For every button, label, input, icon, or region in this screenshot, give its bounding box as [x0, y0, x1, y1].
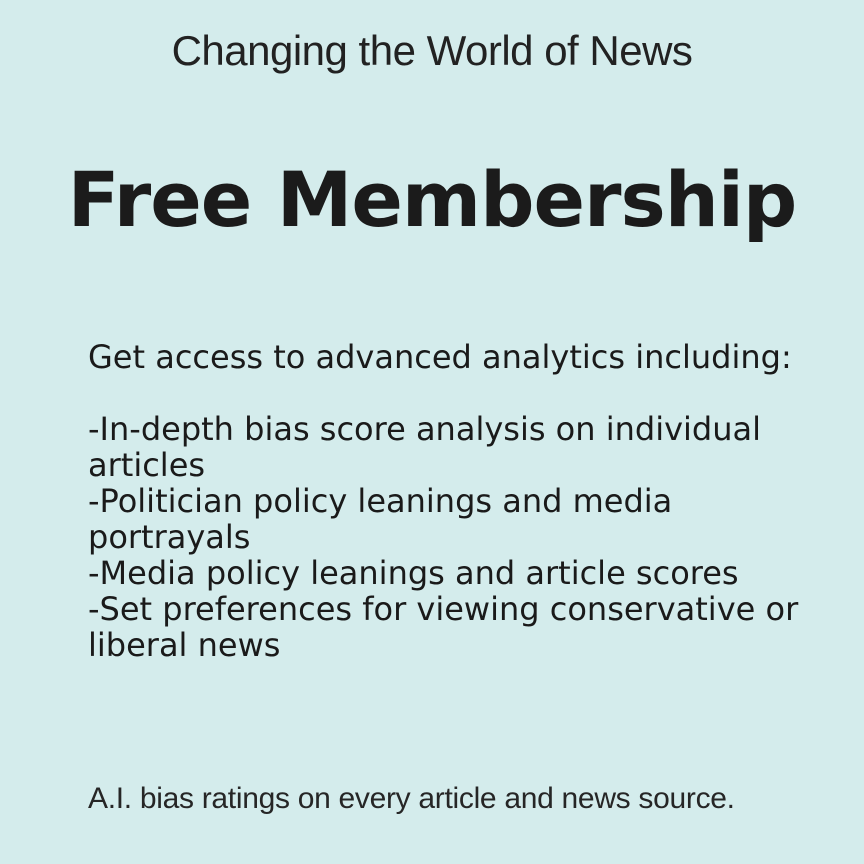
benefits-section [88, 339, 828, 663]
feature-item: -Set preferences for viewing conservative or liberal news [88, 590, 799, 664]
feature-item: -Politician policy leanings and media portrayals [88, 482, 673, 556]
footer-note: A.I. bias ratings on every article and news source. [88, 782, 735, 815]
benefits-intro: Get access to advanced analytics including: [88, 338, 792, 376]
spacer [88, 375, 828, 411]
feature-item: -In-depth bias score analysis on individual articles [88, 410, 761, 484]
feature-item: -Media policy leanings and article scores [88, 554, 739, 592]
tagline: Changing the World of News [171, 27, 693, 74]
page-title: Free Membership [67, 155, 797, 244]
